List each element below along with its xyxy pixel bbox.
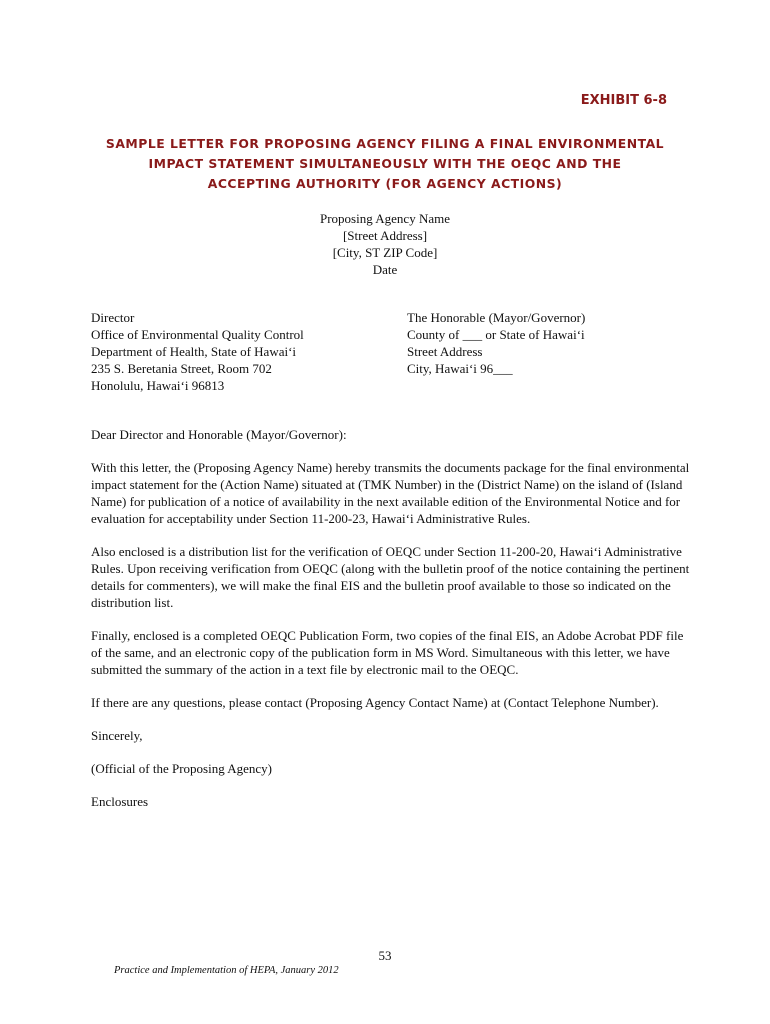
sender-agency-name: Proposing Agency Name: [320, 211, 450, 226]
address-line: City, Hawai‘i 96___: [407, 361, 513, 376]
address-line: Honolulu, Hawai‘i 96813: [91, 378, 225, 393]
letter-body: [91, 426, 691, 826]
recipient-address-honorable: [407, 309, 585, 377]
page-footer: Practice and Implementation of HEPA, January 2012: [114, 965, 339, 976]
address-line: Director: [91, 310, 135, 325]
body-paragraph: With this letter, the (Proposing Agency Name) hereby transmits the documents package for the final environmental impact statement for the (Action Name) situated at (TMK Number) in the (District Name) on the island of (Island Name) for publication of a notice of availability in the next available edition of the Environmental Notice and for evaluation for acceptability under Section 11-200-23, Hawai‘i Administrative Rules.: [91, 460, 690, 526]
page-number: 53: [378, 948, 392, 963]
sender-date: Date: [372, 262, 398, 277]
document-title: [60, 134, 710, 194]
title-line: IMPACT STATEMENT SIMULTANEOUSLY WITH THE OEQC AND THE: [148, 156, 622, 171]
sender-city-state-zip: [City, ST ZIP Code]: [332, 245, 438, 260]
address-line: County of ___ or State of Hawai‘i: [407, 327, 585, 342]
salutation: Dear Director and Honorable (Mayor/Governor):: [91, 427, 347, 442]
address-line: Department of Health, State of Hawai‘i: [91, 344, 297, 359]
address-line: The Honorable (Mayor/Governor): [407, 310, 586, 325]
enclosures: Enclosures: [91, 794, 149, 809]
sender-street-address: [Street Address]: [342, 228, 428, 243]
title-line: SAMPLE LETTER FOR PROPOSING AGENCY FILING A FINAL ENVIRONMENTAL: [105, 136, 665, 151]
address-line: Street Address: [407, 344, 483, 359]
body-paragraph: Finally, enclosed is a completed OEQC Publication Form, two copies of the final EIS, an Adobe Acrobat PDF file of the same, and an electronic copy of the publication form in MS Word. Simultaneous with this letter, we have submitted the summary of the action in a text file by electronic mail to the OEQC.: [91, 628, 684, 677]
exhibit-label: EXHIBIT 6-8: [580, 93, 667, 108]
recipient-address-oeqc: [91, 309, 304, 394]
body-paragraph: If there are any questions, please contact (Proposing Agency Contact Name) at (Contact Telephone Number).: [91, 695, 659, 710]
sender-block: [0, 210, 770, 278]
address-line: 235 S. Beretania Street, Room 702: [91, 361, 272, 376]
closing: Sincerely,: [91, 728, 143, 743]
body-paragraph: Also enclosed is a distribution list for the verification of OEQC under Section 11-200-20, Hawai‘i Administrative Rules. Upon receiving verification from OEQC (along with the bulletin proof of the notice containing the pertinent details for commenters), we will make the final EIS and the bulletin proof available to those so indicated on the distribution list.: [91, 544, 690, 610]
address-line: Office of Environmental Quality Control: [91, 327, 304, 342]
title-line: ACCEPTING AUTHORITY (FOR AGENCY ACTIONS): [207, 176, 563, 191]
signatory: (Official of the Proposing Agency): [91, 761, 272, 776]
